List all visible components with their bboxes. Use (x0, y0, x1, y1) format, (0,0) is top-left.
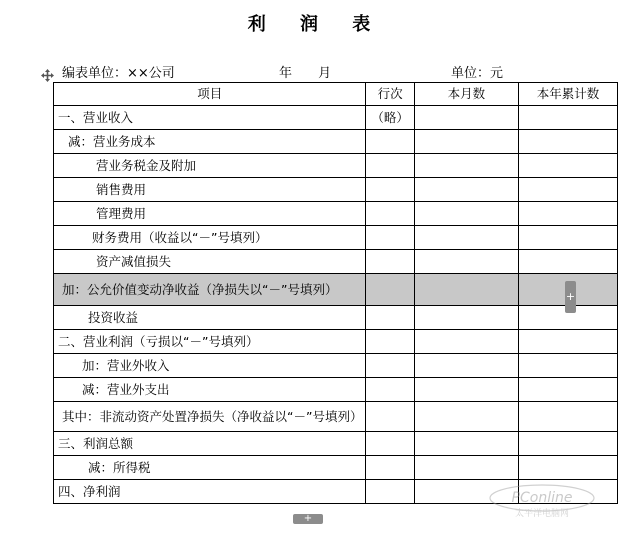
row-month-amount-cell[interactable] (414, 130, 518, 154)
row-ytd-amount-cell[interactable] (518, 432, 617, 456)
table-row (54, 274, 618, 306)
row-month-amount-cell[interactable] (414, 306, 518, 330)
table-row (54, 456, 618, 480)
row-line-no-cell[interactable] (366, 480, 414, 504)
header-line-no: 行次 (366, 83, 414, 106)
row-ytd-amount-cell[interactable] (518, 378, 617, 402)
row-month-amount-cell[interactable] (414, 178, 518, 202)
table-row (54, 306, 618, 330)
row-line-no-cell[interactable] (366, 330, 414, 354)
company-label: 编表单位：××公司 (62, 66, 175, 81)
row-item-cell[interactable]: 一、营业收入 (54, 106, 366, 130)
table-row (54, 354, 618, 378)
row-item-cell[interactable]: 管理费用 (54, 202, 366, 226)
row-line-no-cell[interactable] (366, 306, 414, 330)
row-line-no-cell[interactable] (366, 354, 414, 378)
add-column-button[interactable]: + (565, 281, 576, 313)
row-item-cell[interactable]: 其中：非流动资产处置净损失（净收益以“－”号填列） (54, 402, 366, 432)
row-line-no-cell[interactable] (366, 250, 414, 274)
table-row (54, 130, 618, 154)
currency-unit-label: 单位：元 (451, 66, 504, 81)
row-month-amount-cell[interactable] (414, 432, 518, 456)
row-line-no-cell[interactable]: （略） (366, 106, 414, 130)
row-ytd-amount-cell[interactable] (518, 202, 617, 226)
watermark-brand: PConline (511, 490, 573, 506)
table-row (54, 330, 618, 354)
row-item-cell[interactable]: 减：营业务成本 (54, 130, 366, 154)
row-month-amount-cell[interactable] (414, 354, 518, 378)
row-line-no-cell[interactable] (366, 402, 414, 432)
income-statement-table (53, 82, 618, 504)
row-item-cell[interactable]: 资产减值损失 (54, 250, 366, 274)
row-month-amount-cell[interactable] (414, 456, 518, 480)
row-item-cell[interactable]: 减：所得税 (54, 456, 366, 480)
row-item-cell[interactable]: 二、营业利润（亏损以“－”号填列） (54, 330, 366, 354)
table-move-icon[interactable] (41, 69, 54, 82)
row-ytd-amount-cell[interactable] (518, 354, 617, 378)
pconline-watermark (486, 482, 598, 518)
year-label: 年 (279, 66, 293, 81)
row-ytd-amount-cell[interactable] (518, 456, 617, 480)
row-month-amount-cell[interactable] (414, 274, 518, 306)
watermark-sub: 太平洋电脑网 (514, 509, 570, 518)
row-month-amount-cell[interactable] (414, 154, 518, 178)
row-ytd-amount-cell[interactable] (518, 330, 617, 354)
row-month-amount-cell[interactable] (414, 226, 518, 250)
table-row (54, 154, 618, 178)
month-label: 月 (318, 66, 332, 81)
header-month-amount: 本月数 (414, 83, 518, 106)
table-row (54, 402, 618, 432)
row-month-amount-cell[interactable] (414, 402, 518, 432)
row-month-amount-cell[interactable] (414, 330, 518, 354)
header-ytd-amount: 本年累计数 (518, 83, 617, 106)
row-line-no-cell[interactable] (366, 130, 414, 154)
row-ytd-amount-cell[interactable] (518, 250, 617, 274)
report-period (279, 62, 331, 81)
row-month-amount-cell[interactable] (414, 106, 518, 130)
row-line-no-cell[interactable] (366, 202, 414, 226)
row-line-no-cell[interactable] (366, 226, 414, 250)
row-ytd-amount-cell[interactable] (518, 154, 617, 178)
row-ytd-amount-cell[interactable] (518, 106, 617, 130)
row-ytd-amount-cell[interactable] (518, 226, 617, 250)
table-row (54, 202, 618, 226)
row-item-cell[interactable]: 加：公允价值变动净收益（净损失以“－”号填列） (54, 274, 366, 306)
table-row (54, 432, 618, 456)
row-item-cell[interactable]: 减：营业外支出 (54, 378, 366, 402)
table-row (54, 378, 618, 402)
header-item: 项目 (54, 83, 366, 106)
row-line-no-cell[interactable] (366, 274, 414, 306)
row-line-no-cell[interactable] (366, 432, 414, 456)
table-row (54, 250, 618, 274)
row-line-no-cell[interactable] (366, 456, 414, 480)
add-row-button[interactable]: + (293, 514, 323, 524)
row-line-no-cell[interactable] (366, 378, 414, 402)
row-month-amount-cell[interactable] (414, 202, 518, 226)
row-item-cell[interactable]: 销售费用 (54, 178, 366, 202)
row-month-amount-cell[interactable] (414, 378, 518, 402)
row-item-cell[interactable]: 投资收益 (54, 306, 366, 330)
row-item-cell[interactable]: 营业务税金及附加 (54, 154, 366, 178)
row-month-amount-cell[interactable] (414, 250, 518, 274)
table-row (54, 226, 618, 250)
row-item-cell[interactable]: 加：营业外收入 (54, 354, 366, 378)
row-line-no-cell[interactable] (366, 178, 414, 202)
row-ytd-amount-cell[interactable] (518, 402, 617, 432)
row-item-cell[interactable]: 三、利润总额 (54, 432, 366, 456)
row-ytd-amount-cell[interactable] (518, 178, 617, 202)
report-title: 利 润 表 (247, 14, 385, 35)
row-item-cell[interactable]: 四、净利润 (54, 480, 366, 504)
table-row (54, 178, 618, 202)
row-line-no-cell[interactable] (366, 154, 414, 178)
row-item-cell[interactable]: 财务费用（收益以“－”号填列） (54, 226, 366, 250)
table-row (54, 106, 618, 130)
row-ytd-amount-cell[interactable] (518, 130, 617, 154)
table-header-row (54, 83, 618, 106)
